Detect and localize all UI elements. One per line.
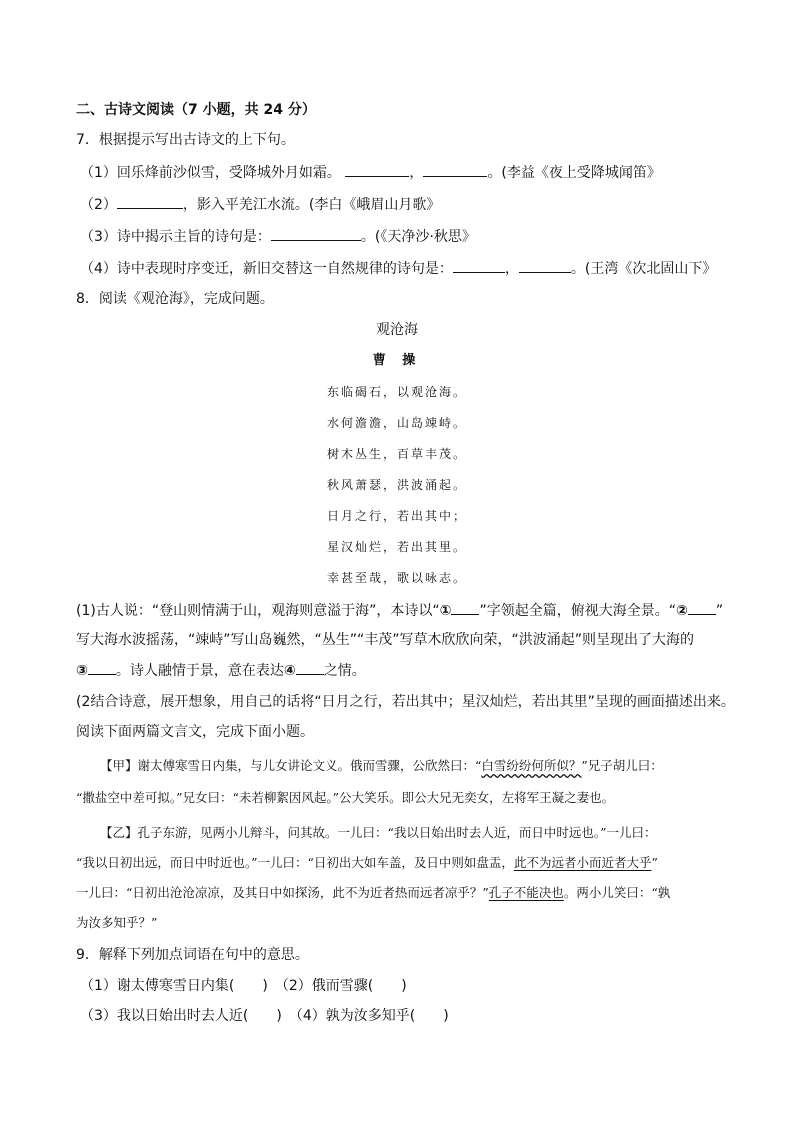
underlined-text: 孔子不能决也 <box>488 885 564 900</box>
q8-sub1-line1 <box>76 600 723 621</box>
q8-sub2: (2结合诗意，展开想象，用自己的话将“日月之行，若出其中；星汉灿烂，若出其里”呈现的画面描述出来。 <box>76 694 735 710</box>
q7-part4 <box>80 258 716 279</box>
q7-part1-prompt: （1）回乐烽前沙似雪，受降城外月如霜。 <box>80 165 341 181</box>
q7-part3-source: 。(《天净沙·秋思》 <box>360 229 476 245</box>
poem-line: 东临碣石，以观沧海。 <box>326 385 467 399</box>
passage-yi-text: “我以日初出远，而日中时近也。”一儿曰：“日初出大如车盖，及日中则如盘盂， <box>76 855 514 870</box>
q7-part4-source: 。(王湾《次北固山下》 <box>570 261 717 277</box>
q9-row2: （3）我以日始出时去人近( ) （4）孰为汝多知乎( ) <box>80 1008 449 1024</box>
q7-part1-source: 。(李益《夜上受降城闻笛》 <box>487 165 661 181</box>
q7-part3-blank[interactable] <box>271 226 361 241</box>
section-title: 二、古诗文阅读（7 小题，共 24 分） <box>76 102 316 118</box>
q7-part3-prompt: （3）诗中揭示主旨的诗句是： <box>80 229 271 245</box>
q7-part4-blank-1[interactable] <box>453 258 505 273</box>
q8-sub1-text: 。诗人融情于景，意在表达 <box>115 663 284 679</box>
q7-part1-blank-1[interactable] <box>345 162 409 177</box>
q7-part2 <box>80 194 440 215</box>
circled-number: ③ <box>76 663 88 679</box>
q7-part4-sep: ， <box>504 261 519 277</box>
circled-number: ① <box>439 603 452 619</box>
circled-number: ④ <box>283 663 296 679</box>
passage-yi-line3 <box>76 883 670 903</box>
passage-jia-line2: “撒盐空中差可拟。”兄女曰：“未若柳絮因风起。”公大笑乐。即公大兄无奕女，左将军王凝之妻也。 <box>76 790 615 805</box>
passage-yi-text: ” <box>651 855 658 870</box>
q8-sub1-text: 之情。 <box>323 663 366 679</box>
q8-sub1-blank-4[interactable] <box>296 660 324 675</box>
poem-author: 曹 操 <box>372 353 422 368</box>
q7-part1-blank-2[interactable] <box>423 162 487 177</box>
underlined-text: 此不为远者小而近者大乎 <box>513 855 652 870</box>
poem-line: 秋风萧瑟，洪波涌起。 <box>326 478 467 492</box>
passage-jia-text: ”兄子胡儿曰： <box>581 758 663 773</box>
q7-part1 <box>80 162 661 183</box>
q8-sub1-blank-1[interactable] <box>451 600 479 615</box>
q7-part2-source: ，影入平羌江水流。(李白《峨眉山月歌》 <box>182 197 441 213</box>
poem-line: 星汉灿烂，若出其里。 <box>326 540 467 554</box>
q8-sub1-blank-2[interactable] <box>688 600 716 615</box>
poem-line: 日月之行，若出其中； <box>326 509 467 523</box>
q7-part2-blank[interactable] <box>117 194 183 209</box>
q8-title: 8．阅读《观沧海》，完成问题。 <box>76 291 274 307</box>
q8-sub1-text: ”字领起全篇，俯视大海全景。“ <box>479 603 676 619</box>
passage-yi-text: 。两小儿笑曰：“孰 <box>563 885 671 900</box>
wavy-underlined-text: 白雪纷纷何所似？ <box>481 758 582 773</box>
reading-intro: 阅读下面两篇文言文，完成下面小题。 <box>76 724 314 740</box>
q7-part1-sep: ， <box>409 165 424 181</box>
passage-yi-line4: 为汝多知乎？” <box>76 915 158 930</box>
poem-line: 幸甚至哉，歌以咏志。 <box>326 571 467 585</box>
q8-sub1-blank-3[interactable] <box>88 660 116 675</box>
q7-part4-prompt: （4）诗中表现时序变迁，新旧交替这一自然规律的诗句是： <box>80 261 453 277</box>
poem-line: 树木丛生，百草丰茂。 <box>326 447 467 461</box>
q7-part3 <box>80 226 476 247</box>
passage-yi-line2 <box>76 853 658 873</box>
q7-part2-num: （2） <box>80 197 117 213</box>
poem-title: 观沧海 <box>376 322 418 338</box>
q7-title: 7．根据提示写出古诗文的上下句。 <box>76 132 295 148</box>
passage-jia-line1 <box>100 756 663 776</box>
q7-part4-blank-2[interactable] <box>519 258 571 273</box>
q8-sub1-text: (1)古人说：“登山则情满于山，观海则意溢于海”，本诗以“ <box>76 603 440 619</box>
q8-sub1-line2: 写大海水波摇荡，“竦峙”写山岛巍然，“丛生”“丰茂”写草木欣欣向荣，“洪波涌起”则呈现出了大海的 <box>76 632 695 648</box>
q8-sub1-line3 <box>76 660 366 681</box>
circled-number: ② <box>675 603 688 619</box>
poem-line: 水何澹澹，山岛竦峙。 <box>326 416 467 430</box>
passage-yi-line1: 【乙】孔子东游，见两小儿辩斗，问其故。一儿曰：“我以日始出时去人近，而日中时远也。”一儿曰： <box>100 825 657 840</box>
passage-yi-text: 一儿曰：“日初出沧沧凉凉，及其日中如探汤，此不为近者热而远者凉乎？” <box>76 885 489 900</box>
q9-title: 9．解释下列加点词语在句中的意思。 <box>76 947 309 963</box>
q9-row1: （1）谢太傅寒雪日内集( ) （2）俄而雪骤( ) <box>80 978 407 994</box>
q8-sub1-text: ” <box>715 603 724 619</box>
passage-jia-text: 【甲】谢太傅寒雪日内集，与儿女讲论文义。俄而雪骤，公欣然曰：“ <box>100 758 482 773</box>
